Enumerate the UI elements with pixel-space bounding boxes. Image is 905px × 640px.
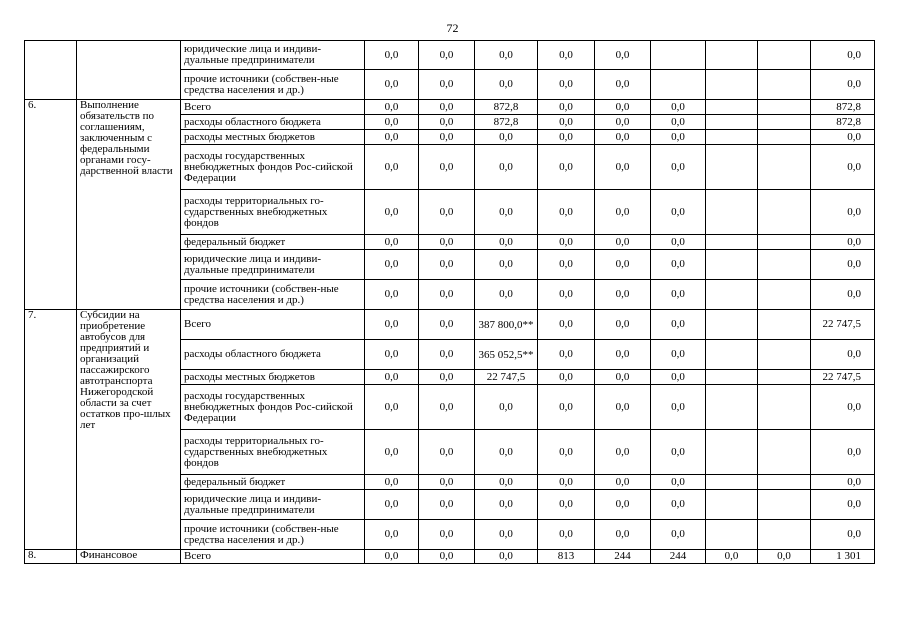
group-name-cell: Выполнение обязательств по соглашениям, заключенным с федеральными органами госу-дарственной власти	[77, 100, 181, 310]
budget-table	[24, 40, 875, 564]
value-cell	[706, 385, 758, 430]
value-cell: 0,0	[651, 475, 706, 490]
value-cell: 0,0	[651, 190, 706, 235]
value-cell: 0,0	[365, 520, 419, 550]
value-cell: 0,0	[811, 190, 875, 235]
value-cell: 0,0	[419, 100, 475, 115]
value-cell: 0,0	[651, 250, 706, 280]
value-cell: 0,0	[419, 475, 475, 490]
value-cell: 0,0	[538, 475, 595, 490]
value-cell: 813	[538, 550, 595, 564]
value-cell	[758, 280, 811, 310]
value-cell: 0,0	[365, 115, 419, 130]
value-cell: 0,0	[811, 520, 875, 550]
value-cell: 0,0	[811, 235, 875, 250]
group-number-cell: 7.	[25, 310, 77, 550]
value-cell	[651, 41, 706, 70]
value-cell: 0,0	[365, 130, 419, 145]
value-cell: 0,0	[365, 100, 419, 115]
value-cell: 0,0	[419, 490, 475, 520]
value-cell	[758, 70, 811, 100]
funding-source-cell: расходы местных бюджетов	[181, 130, 365, 145]
funding-source-cell: юридические лица и индиви-дуальные предприниматели	[181, 490, 365, 520]
value-cell: 0,0	[419, 145, 475, 190]
value-cell: 0,0	[595, 430, 651, 475]
value-cell: 0,0	[475, 385, 538, 430]
value-cell: 0,0	[538, 130, 595, 145]
group-number-cell: 6.	[25, 100, 77, 310]
value-cell: 0,0	[595, 475, 651, 490]
value-cell: 0,0	[538, 385, 595, 430]
value-cell: 0,0	[811, 130, 875, 145]
value-cell	[706, 41, 758, 70]
funding-source-cell: юридические лица и индиви-дуальные предприниматели	[181, 250, 365, 280]
value-cell: 0,0	[651, 145, 706, 190]
value-cell: 0,0	[651, 100, 706, 115]
value-cell: 0,0	[595, 310, 651, 340]
value-cell: 0,0	[595, 490, 651, 520]
value-cell: 0,0	[595, 100, 651, 115]
value-cell: 0,0	[365, 280, 419, 310]
value-cell	[758, 115, 811, 130]
value-cell: 22 747,5	[811, 310, 875, 340]
value-cell	[758, 190, 811, 235]
value-cell: 0,0	[811, 385, 875, 430]
value-cell: 0,0	[475, 41, 538, 70]
funding-source-cell: прочие источники (собствен-ные средства населения и др.)	[181, 70, 365, 100]
value-cell: 0,0	[538, 370, 595, 385]
value-cell: 0,0	[365, 70, 419, 100]
value-cell: 22 747,5	[475, 370, 538, 385]
value-cell: 0,0	[538, 310, 595, 340]
value-cell	[758, 100, 811, 115]
value-cell: 0,0	[475, 130, 538, 145]
value-cell: 0,0	[811, 145, 875, 190]
value-cell	[706, 340, 758, 370]
value-cell: 0,0	[811, 490, 875, 520]
value-cell: 0,0	[365, 310, 419, 340]
funding-source-cell: расходы областного бюджета	[181, 115, 365, 130]
value-cell: 0,0	[365, 475, 419, 490]
value-cell	[706, 70, 758, 100]
value-cell: 0,0	[475, 145, 538, 190]
value-cell: 0,0	[651, 340, 706, 370]
value-cell: 0,0	[419, 280, 475, 310]
value-cell	[758, 370, 811, 385]
value-cell: 0,0	[419, 385, 475, 430]
value-cell	[758, 145, 811, 190]
value-cell: 0,0	[538, 41, 595, 70]
value-cell: 0,0	[419, 115, 475, 130]
funding-source-cell: расходы областного бюджета	[181, 340, 365, 370]
value-cell	[758, 430, 811, 475]
value-cell: 0,0	[475, 490, 538, 520]
value-cell: 0,0	[595, 235, 651, 250]
value-cell: 872,8	[811, 115, 875, 130]
funding-source-cell: Всего	[181, 310, 365, 340]
value-cell: 0,0	[538, 115, 595, 130]
value-cell: 0,0	[811, 70, 875, 100]
group-number-cell	[25, 41, 77, 100]
table-row	[25, 550, 875, 564]
value-cell: 0,0	[538, 100, 595, 115]
value-cell: 0,0	[365, 340, 419, 370]
value-cell: 387 800,0**	[475, 310, 538, 340]
value-cell: 22 747,5	[811, 370, 875, 385]
value-cell: 0,0	[811, 250, 875, 280]
value-cell: 0,0	[595, 115, 651, 130]
value-cell	[706, 115, 758, 130]
value-cell: 0,0	[365, 145, 419, 190]
value-cell	[706, 280, 758, 310]
value-cell: 0,0	[595, 145, 651, 190]
value-cell	[758, 310, 811, 340]
value-cell: 0,0	[538, 430, 595, 475]
value-cell: 0,0	[475, 430, 538, 475]
value-cell: 0,0	[475, 250, 538, 280]
group-name-cell: Финансовое	[77, 550, 181, 564]
value-cell: 244	[595, 550, 651, 564]
value-cell: 0,0	[811, 430, 875, 475]
value-cell: 0,0	[538, 280, 595, 310]
value-cell	[758, 130, 811, 145]
value-cell: 0,0	[419, 70, 475, 100]
value-cell: 0,0	[651, 310, 706, 340]
value-cell: 872,8	[475, 115, 538, 130]
value-cell: 0,0	[811, 41, 875, 70]
value-cell	[706, 100, 758, 115]
table-row	[25, 41, 875, 70]
value-cell: 0,0	[538, 340, 595, 370]
value-cell: 1 301	[811, 550, 875, 564]
value-cell	[706, 190, 758, 235]
value-cell: 244	[651, 550, 706, 564]
value-cell: 0,0	[419, 190, 475, 235]
value-cell: 0,0	[651, 430, 706, 475]
funding-source-cell: Всего	[181, 100, 365, 115]
value-cell: 0,0	[595, 370, 651, 385]
value-cell: 0,0	[419, 430, 475, 475]
table-row	[25, 310, 875, 340]
value-cell: 0,0	[419, 250, 475, 280]
value-cell: 0,0	[419, 130, 475, 145]
value-cell: 0,0	[595, 280, 651, 310]
value-cell: 0,0	[475, 550, 538, 564]
funding-source-cell: расходы государственных внебюджетных фондов Рос-сийской Федерации	[181, 145, 365, 190]
funding-source-cell: юридические лица и индиви-дуальные предприниматели	[181, 41, 365, 70]
value-cell: 0,0	[419, 340, 475, 370]
value-cell: 0,0	[419, 310, 475, 340]
group-name-cell	[77, 41, 181, 100]
funding-source-cell: федеральный бюджет	[181, 235, 365, 250]
funding-source-cell: расходы территориальных го-сударственных внебюджетных фондов	[181, 430, 365, 475]
value-cell: 0,0	[538, 520, 595, 550]
value-cell: 0,0	[595, 130, 651, 145]
value-cell: 0,0	[365, 385, 419, 430]
value-cell	[706, 370, 758, 385]
value-cell: 0,0	[365, 370, 419, 385]
value-cell	[706, 475, 758, 490]
value-cell	[758, 41, 811, 70]
group-name-cell: Субсидии на приобретение автобусов для предприятий и организаций пассажирского автотранспорта Нижегородской области за счет остатков про-шлых лет	[77, 310, 181, 550]
value-cell: 0,0	[595, 385, 651, 430]
value-cell: 0,0	[419, 370, 475, 385]
group-number-cell: 8.	[25, 550, 77, 564]
table-row	[25, 100, 875, 115]
value-cell	[706, 250, 758, 280]
funding-source-cell: Всего	[181, 550, 365, 564]
value-cell	[706, 520, 758, 550]
value-cell	[706, 145, 758, 190]
value-cell: 872,8	[475, 100, 538, 115]
value-cell: 0,0	[651, 385, 706, 430]
funding-source-cell: расходы местных бюджетов	[181, 370, 365, 385]
funding-source-cell: федеральный бюджет	[181, 475, 365, 490]
value-cell	[758, 235, 811, 250]
value-cell: 0,0	[538, 70, 595, 100]
value-cell: 0,0	[595, 190, 651, 235]
value-cell: 0,0	[419, 41, 475, 70]
value-cell: 0,0	[419, 235, 475, 250]
value-cell: 0,0	[651, 280, 706, 310]
page-number: 72	[446, 21, 459, 35]
value-cell: 0,0	[538, 190, 595, 235]
value-cell	[758, 475, 811, 490]
value-cell: 0,0	[811, 340, 875, 370]
value-cell: 0,0	[595, 250, 651, 280]
value-cell	[758, 490, 811, 520]
value-cell: 0,0	[595, 340, 651, 370]
value-cell: 0,0	[365, 190, 419, 235]
value-cell: 0,0	[419, 520, 475, 550]
value-cell: 0,0	[651, 490, 706, 520]
value-cell: 0,0	[475, 190, 538, 235]
value-cell: 0,0	[365, 550, 419, 564]
funding-source-cell: прочие источники (собствен-ные средства населения и др.)	[181, 280, 365, 310]
value-cell: 365 052,5**	[475, 340, 538, 370]
value-cell: 0,0	[651, 520, 706, 550]
value-cell: 0,0	[706, 550, 758, 564]
value-cell	[706, 310, 758, 340]
value-cell: 0,0	[595, 41, 651, 70]
value-cell: 0,0	[538, 235, 595, 250]
funding-source-cell: прочие источники (собствен-ные средства населения и др.)	[181, 520, 365, 550]
value-cell: 0,0	[365, 41, 419, 70]
value-cell: 0,0	[365, 490, 419, 520]
value-cell	[651, 70, 706, 100]
value-cell: 0,0	[538, 145, 595, 190]
value-cell: 0,0	[365, 235, 419, 250]
value-cell	[706, 130, 758, 145]
value-cell: 0,0	[651, 130, 706, 145]
value-cell	[706, 235, 758, 250]
value-cell: 0,0	[475, 520, 538, 550]
funding-source-cell: расходы государственных внебюджетных фондов Рос-сийской Федерации	[181, 385, 365, 430]
value-cell: 0,0	[365, 430, 419, 475]
value-cell	[758, 385, 811, 430]
value-cell: 0,0	[538, 490, 595, 520]
value-cell: 0,0	[758, 550, 811, 564]
value-cell: 872,8	[811, 100, 875, 115]
value-cell: 0,0	[595, 70, 651, 100]
value-cell: 0,0	[651, 235, 706, 250]
funding-source-cell: расходы территориальных го-сударственных внебюджетных фондов	[181, 190, 365, 235]
value-cell	[758, 340, 811, 370]
value-cell: 0,0	[595, 520, 651, 550]
value-cell: 0,0	[419, 550, 475, 564]
value-cell	[706, 430, 758, 475]
value-cell: 0,0	[475, 70, 538, 100]
value-cell	[706, 490, 758, 520]
value-cell: 0,0	[475, 235, 538, 250]
value-cell: 0,0	[811, 475, 875, 490]
value-cell: 0,0	[651, 370, 706, 385]
value-cell: 0,0	[538, 250, 595, 280]
value-cell	[758, 250, 811, 280]
value-cell: 0,0	[365, 250, 419, 280]
value-cell: 0,0	[651, 115, 706, 130]
value-cell: 0,0	[475, 475, 538, 490]
value-cell	[758, 520, 811, 550]
value-cell: 0,0	[811, 280, 875, 310]
value-cell: 0,0	[475, 280, 538, 310]
